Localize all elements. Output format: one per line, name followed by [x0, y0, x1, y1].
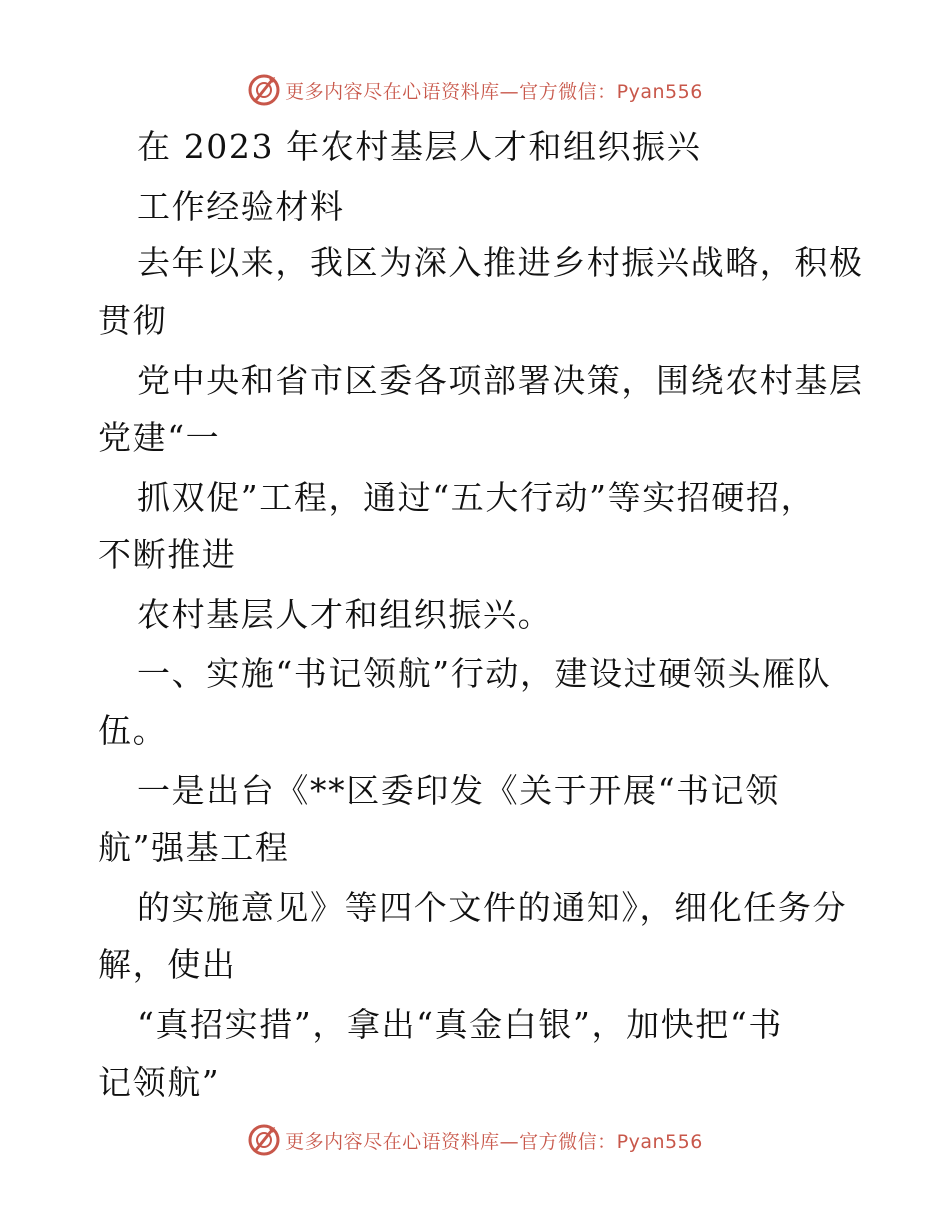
- paragraph-line: 航”强基工程: [98, 828, 290, 867]
- title-line-2: 工作经验材料: [137, 187, 345, 226]
- paragraph-line: 党中央和省市区委各项部署决策，围绕农村基层: [137, 361, 864, 400]
- title-line-1: 在 2023 年农村基层人才和组织振兴: [137, 127, 702, 166]
- paragraph-line: 农村基层人才和组织振兴。: [137, 595, 553, 634]
- paragraph-line: 抓双促”工程，通过“五大行动”等实招硬招，: [137, 478, 816, 517]
- paragraph-line: 党建“一: [98, 418, 221, 457]
- paragraph-line: “真招实措”，拿出“真金白银”，加快把“书: [137, 1005, 783, 1044]
- section-heading-line: 一、实施“书记领航”行动，建设过硬领头雁队: [137, 654, 832, 693]
- section-heading-line: 伍。: [98, 711, 168, 750]
- paragraph-line: 贯彻: [98, 301, 168, 340]
- watermark-logo-icon: [247, 73, 281, 107]
- paragraph-line: 的实施意见》等四个文件的通知》，细化任务分: [137, 888, 848, 927]
- paragraph-line: 记领航”: [98, 1063, 221, 1102]
- watermark-text: 更多内容尽在心语资料库—官方微信：Pyan556: [285, 80, 703, 103]
- paragraph-line: 不断推进: [98, 535, 237, 574]
- header-watermark: [0, 70, 950, 110]
- watermark-text: 更多内容尽在心语资料库—官方微信：Pyan556: [285, 1130, 703, 1153]
- paragraph-line: 一是出台《**区委印发《关于开展“书记领: [137, 771, 780, 810]
- paragraph-line: 去年以来，我区为深入推进乡村振兴战略，积极: [137, 243, 864, 282]
- watermark-logo-icon: [247, 1123, 281, 1157]
- footer-watermark: [0, 1120, 950, 1160]
- paragraph-line: 解，使出: [98, 945, 237, 984]
